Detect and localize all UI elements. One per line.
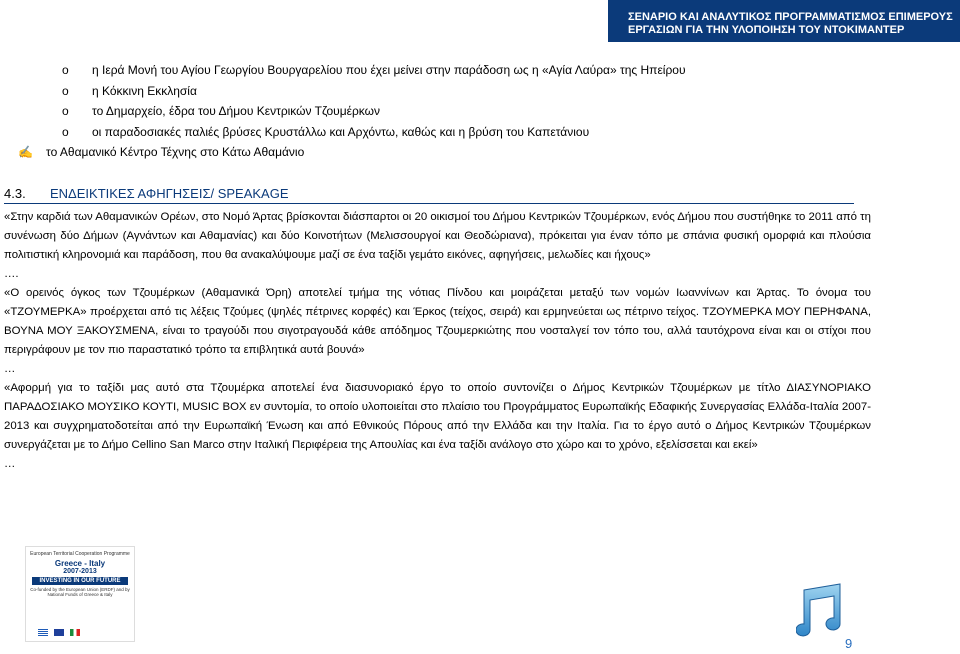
body-text: [4, 208, 871, 474]
italian-flag-icon: [70, 629, 80, 636]
circle-bullet-icon: o: [62, 83, 69, 98]
paragraph: …: [4, 458, 16, 470]
list-item-text: το Αθαμανικό Κέντρο Τέχνης στο Κάτω Αθαμάνιο: [46, 145, 305, 159]
logo-cofund-text: Co-funded by the European Union (ERDF) and by National Funds of Greece & Italy: [30, 587, 130, 597]
section-number: 4.3.: [4, 186, 26, 201]
writing-hand-icon: ✍: [18, 145, 33, 159]
list-item-text: η Κόκκινη Εκκλησία: [92, 83, 197, 98]
logo-slogan: INVESTING IN OUR FUTURE: [32, 577, 128, 585]
header-line-2: ΕΡΓΑΣΙΩΝ ΓΙΑ ΤΗΝ ΥΛΟΠΟΙΗΣΗ ΤΟΥ ΝΤΟΚΙΜΑΝΤΕΡ: [628, 24, 905, 36]
greek-flag-icon: [38, 629, 48, 636]
circle-bullet-icon: o: [62, 104, 69, 118]
section-title: ΕΝΔΕΙΚΤΙΚΕΣ ΑΦΗΓΗΣΕΙΣ/ SPEAKAGE: [50, 186, 289, 201]
list-item-text: η Ιερά Μονή του Αγίου Γεωργίου Βουργαρελίου που έχει μείνει στην παράδοση ως η «Αγία Λαύρα» της Ηπείρου: [92, 63, 686, 77]
header-line-1: ΣΕΝΑΡΙΟ ΚΑΙ ΑΝΑΛΥΤΙΚΟΣ ΠΡΟΓΡΑΜΜΑΤΙΣΜΟΣ ΕΠΙΜΕΡΟΥΣ: [628, 11, 953, 23]
greece-italy-programme-logo: [25, 546, 135, 642]
list-item: [18, 142, 305, 163]
page-number: 9: [845, 636, 853, 651]
logo-years: 2007-2013: [63, 568, 97, 575]
eu-flag-icon: [54, 629, 64, 636]
paragraph: «Στην καρδιά των Αθαμανικών Ορέων, στο Νομό Άρτας βρίσκονται διάσπαρτοι οι 20 οικισμοί του Δήμου Κεντρικών Τζουμέρκων, ενός Δήμου που συστήθηκε το 2011 από τη συνένωση δύο Δήμων (Αγνάντων και Αθαμανίας) και δύο Κοινοτήτων (Μελισσουργοί και Θεοδώριανα), πρόκειται για έναν τόπο με σπάνια φυσική ομορφιά και πλούσια πολιτιστική κληρονομιά και παράδοση, που θα ανακαλύψουμε μαζί σε ένα ταξίδι γεμάτο εικόνες, αφηγήσεις, μελωδίες και ήχους»: [4, 211, 871, 261]
music-note-icon: [796, 580, 846, 640]
paragraph: «Αφορμή για το ταξίδι μας αυτό στα Τζουμέρκα αποτελεί ένα διασυνοριακό έργο το οποίο συντονίζει ο Δήμος Κεντρικών Τζουμέρκων με τίτλο ΔΙΑΣΥΝΟΡΙΑΚΟ ΠΑΡΑΔΟΣΙΑΚΟ ΜΟΥΣΙΚΟ ΚΟΥΤΙ, MUSIC BOX εν συντομία, το οποίο υλοποιείται στο πλαίσιο του Προγράμματος Ευρωπαϊκής Εδαφικής Συνεργασίας Ελλάδα-Ιταλία 2007-2013 και συγχρηματοδοτείται από την Ευρωπαϊκή Ένωση και από Εθνικούς Πόρους από την Ελλάδα και την Ιταλία. Για το έργο αυτό ο Δήμος Κεντρικών Τζουμέρκων συνεργάζεται με το Δήμο Cellino San Marco στην Ιταλική Περιφέρεια της Απουλίας και ένα ταξίδι ανάλογο στο χώρο και το χρόνο, εξελίσσεται και εκεί»: [4, 382, 871, 451]
list-item-text: οι παραδοσιακές παλιές βρύσες Κρυστάλλω και Αρχόντω, καθώς και η βρύση του Καπετάνιου: [92, 124, 590, 139]
list-item-text: το Δημαρχείο, έδρα του Δήμου Κεντρικών Τζουμέρκων: [92, 104, 381, 118]
logo-top-text: European Territorial Cooperation Programme: [30, 551, 130, 557]
paragraph: ….: [4, 268, 19, 280]
paragraph: …: [4, 363, 16, 375]
section-heading: [4, 186, 854, 204]
header-banner: [608, 0, 960, 42]
logo-name: Greece - Italy: [54, 559, 106, 568]
flags-row: [38, 628, 84, 637]
paragraph: «Ο ορεινός όγκος των Τζουμέρκων (Αθαμανικά Όρη) αποτελεί τμήμα της νότιας Πίνδου και μοιράζεται μεταξύ των νομών Ιωαννίνων και Άρτας. Το όνομα του «ΤΖΟΥΜΕΡΚΑ» προέρχεται από τις λέξεις Τζούμες (ψηλές πέτρινες κορφές) και Έρκος (τείχος, σειρά) και ερμηνεύεται ως πέτρινο τείχος. ΤΖΟΥΜΕΡΚΑ ΜΟΥ ΠΕΡΗΦΑΝΑ, ΒΟΥΝΑ ΜΟΥ ΞΑΚΟΥΣΜΕΝΑ, είναι το τραγούδι που σιγοτραγουδά κάθε απόδημος Τζουμερκιώτης που νοσταλγεί τον τόπο του, αλλά ταυτόχρονα είναι και οι στίχοι που περιγράφουν με τον πιο παραστατικό τρόπο τα επιβλητικά αυτά βουνά»: [4, 287, 871, 356]
circle-bullet-icon: o: [62, 124, 69, 139]
circle-bullet-icon: o: [62, 63, 69, 77]
